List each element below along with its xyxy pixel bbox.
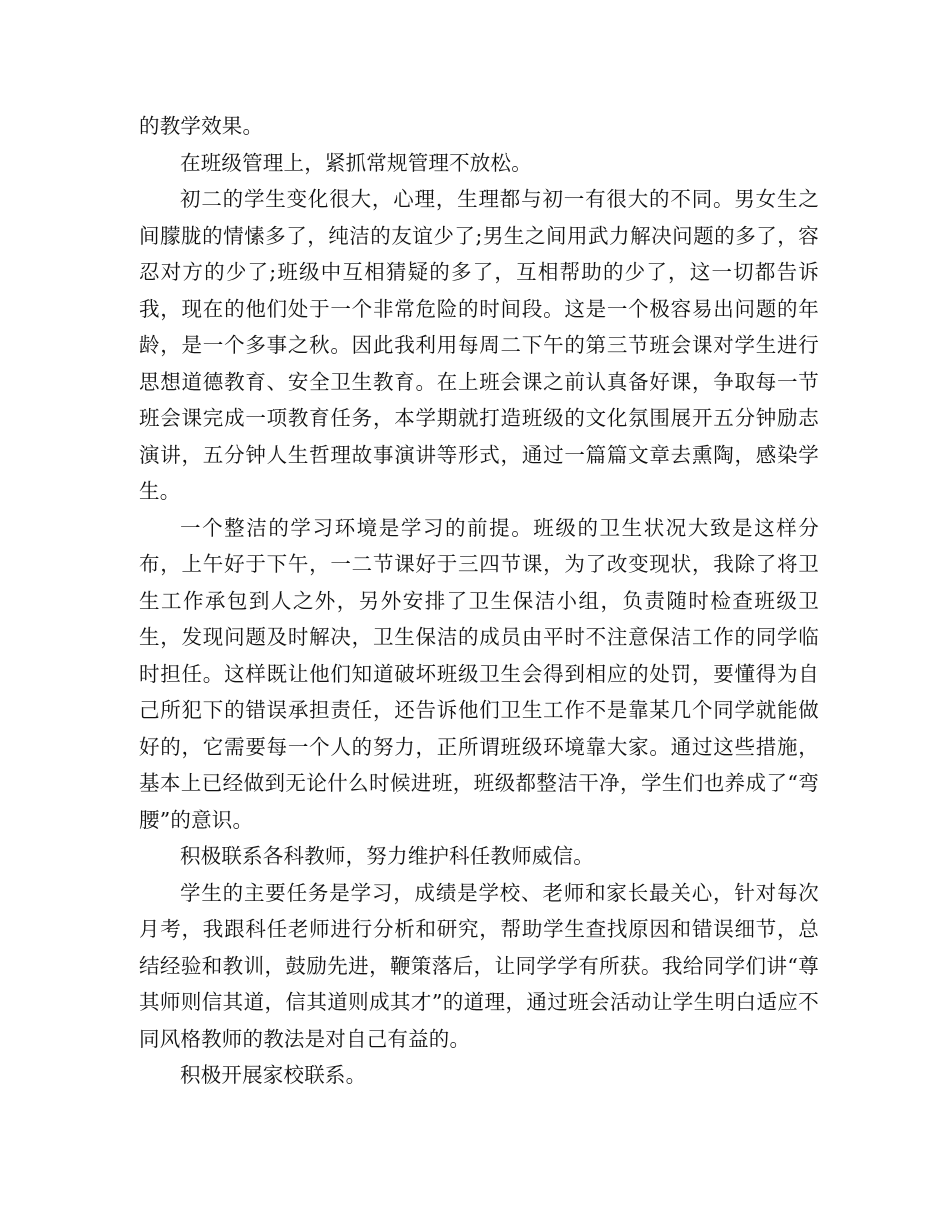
- document-body: [139, 108, 819, 1094]
- paragraph-heading-class-management: 在班级管理上，紧抓常规管理不放松。: [180, 150, 532, 175]
- paragraph-heading-home-school: 积极开展家校联系。: [180, 1063, 367, 1087]
- paragraph-student-changes: 初二的学生变化很大，心理，生理都与初一有很大的不同。男女生之间朦胧的情愫多了，纯洁的友谊少了;男生之间用武力解决问题的多了，容忍对方的少了;班级中互相猜疑的多了，互相帮助的少了，这一切都告诉我，现在的他们处于一个非常危险的时间段。这是一个极容易出问题的年龄，是一个多事之秋。因此我利用每周二下午的第三节班会课对学生进行思想道德教育、安全卫生教育。在上班会课之前认真备好课，争取每一节班会课完成一项教育任务，本学期就打造班级的文化氛围展开五分钟励志演讲，五分钟人生哲理故事演讲等形式，通过一篇篇文章去熏陶，感染学生。: [139, 187, 819, 503]
- paragraph-heading-teachers: 积极联系各科教师，努力维护科任教师威信。: [180, 844, 594, 868]
- paragraph-study-tasks: 学生的主要任务是学习，成绩是学校、老师和家长最关心，针对每次月考，我跟科任老师进行分析和研究，帮助学生查找原因和错误细节，总结经验和教训，鼓励先进，鞭策落后，让同学学有所获。我给同学们讲“尊其师则信其道，信其道则成其才”的道理，通过班会活动让学生明白适应不同风格教师的教法是对自己有益的。: [139, 880, 819, 1051]
- paragraph-hygiene: 一个整洁的学习环境是学习的前提。班级的卫生状况大致是这样分布，上午好于下午，一二节课好于三四节课，为了改变现状，我除了将卫生工作承包到人之外，另外安排了卫生保洁小组，负责随时检查班级卫生，发现问题及时解决，卫生保洁的成员由平时不注意保洁工作的同学临时担任。这样既让他们知道破坏班级卫生会得到相应的处罚，要懂得为自己所犯下的错误承担责任，还告诉他们卫生工作不是靠某几个同学就能做好的，它需要每一个人的努力，正所谓班级环境靠大家。通过这些措施，基本上已经做到无论什么时候进班，班级都整洁干净，学生们也养成了“弯腰”的意识。: [139, 515, 819, 832]
- paragraph-continuation: 的教学效果。: [139, 114, 264, 138]
